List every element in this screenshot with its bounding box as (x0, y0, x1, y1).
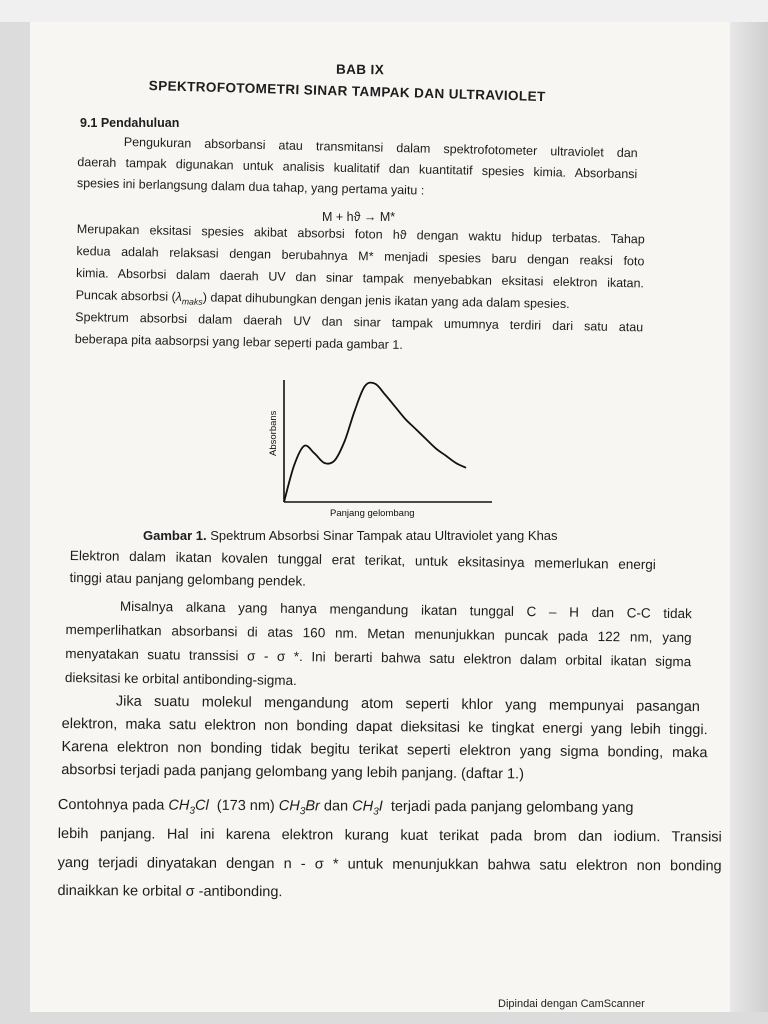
peak-text-before: Puncak absorbsi ( (75, 287, 176, 304)
x-axis-label: Panjang gelombang (330, 508, 415, 519)
paragraph-line: Jika suatu molekul mengandung atom seperti khlor yang mempunyai pasangan (115, 693, 700, 716)
y-axis-label: Absorbans (268, 410, 279, 456)
reaction-equation: M + hϑ → M* (322, 210, 396, 224)
figure-caption (143, 528, 558, 543)
text-span: CH (352, 798, 374, 815)
figure-caption-text: Spektrum Absorbsi Sinar Tampak atau Ultraviolet yang Khas (206, 528, 558, 543)
subscript: 3 (373, 806, 379, 818)
paragraph-line: yang terjadi dinyatakan dengan n - σ * untuk menunjukkan bahwa satu elektron non bonding (57, 854, 722, 875)
paragraph-line: memperlihatkan absorbansi di atas 160 nm. Metan menunjukkan puncak pada 122 nm, yang (65, 621, 692, 646)
peak-text-after: ) dapat dihubungkan dengan jenis ikatan yang ada dalam spesies. (202, 290, 570, 312)
subscript: 3 (299, 806, 306, 818)
text-span: (173 nm) (208, 797, 279, 815)
formula-ch3br (278, 798, 320, 818)
text-span: CH (278, 798, 300, 815)
scan-top-margin (0, 0, 768, 22)
figure-caption-label: Gambar 1. (143, 528, 207, 543)
formula-ch3cl (168, 797, 209, 817)
paragraph-line: dieksitasi ke orbital antibonding-sigma. (64, 669, 297, 689)
paragraph-line: Spektrum absorbsi dalam daerah UV dan sinar tampak umumnya terdiri dari satu atau (75, 309, 644, 335)
paragraph-line: kedua adalah relaksasi dengan berubahnya M* menjadi spesies baru dengan reaksi foto (76, 243, 645, 269)
text-span: Br (305, 798, 320, 815)
paragraph-line: absorbsi terjadi pada panjang gelombang yang lebih panjang. (daftar 1.) (61, 761, 525, 783)
paragraph-line: Elektron dalam ikatan kovalen tunggal erat terikat, untuk eksitasinya memerlukan energi (69, 548, 656, 573)
text-span: dan (319, 798, 353, 815)
paragraph-line: Misalnya alkana yang hanya mengandung ikatan tunggal C – H dan C-C tidak (119, 598, 692, 622)
paragraph-line: tinggi atau panjang gelombang pendek. (69, 569, 307, 589)
text-span: Contohnya pada (57, 797, 169, 814)
text-span: Cl (194, 797, 209, 814)
text-span: I (378, 798, 383, 815)
paragraph-line: beberapa pita aabsorpsi yang lebar seperti pada gambar 1. (74, 331, 403, 352)
section-heading: 9.1 Pendahuluan (80, 116, 180, 130)
paragraph-line: Karena elektron non bonding tidak begitu terikat seperti elektron yang sigma bonding, maka (61, 738, 708, 762)
lambda-symbol: λ (175, 289, 182, 304)
lambda-subscript: maks (181, 296, 203, 307)
paragraph-line: Merupakan eksitasi spesies akibat absorbsi foton hϑ dengan waktu hidup terbatas. Tahap (76, 222, 645, 247)
paragraph-line: menyatakan suatu transsisi σ - σ *. Ini berarti bahwa satu elektron dalam orbital ikatan sigma (65, 645, 692, 670)
text-span: terjadi pada panjang gelombang yang (382, 798, 634, 817)
page-title: SPEKTROFOTOMETRI SINAR TAMPAK DAN ULTRAVIOLET (148, 78, 546, 105)
paragraph-line: elektron, maka satu elektron non bonding dapat dieksitasi ke tingkat energi yang lebih tinggi. (61, 715, 708, 739)
formula-ch3i (352, 798, 383, 818)
paragraph-line: spesies ini berlangsung dalam dua tahap, yang pertama yaitu : (76, 175, 425, 198)
scan-edge-shadow (730, 22, 768, 1012)
chapter-label: BAB IX (335, 61, 385, 78)
paragraph-line: daerah tampak digunakan untuk analisis kualitatif dan kuantitatif spesies kimia. Absorbansi (77, 154, 638, 182)
paragraph-line: dinaikkan ke orbital σ -antibonding. (57, 882, 283, 901)
paragraph-line: kimia. Absorbsi dalam daerah UV dan sinar tampak menyebabkan eksitasi elektron ikatan. (75, 265, 645, 291)
paragraph-line: lebih panjang. Hal ini karena elektron kurang kuat terikat pada brom dan iodium. Transisi (57, 825, 722, 846)
subscript: 3 (189, 805, 196, 817)
paragraph-line-chemicals (58, 797, 634, 819)
text-span: CH (168, 797, 190, 814)
scanner-watermark: Dipindai dengan CamScanner (498, 998, 645, 1010)
paragraph-line: Pengukuran absorbansi atau transmitansi dalam spektrofotometer ultraviolet dan (123, 135, 638, 161)
